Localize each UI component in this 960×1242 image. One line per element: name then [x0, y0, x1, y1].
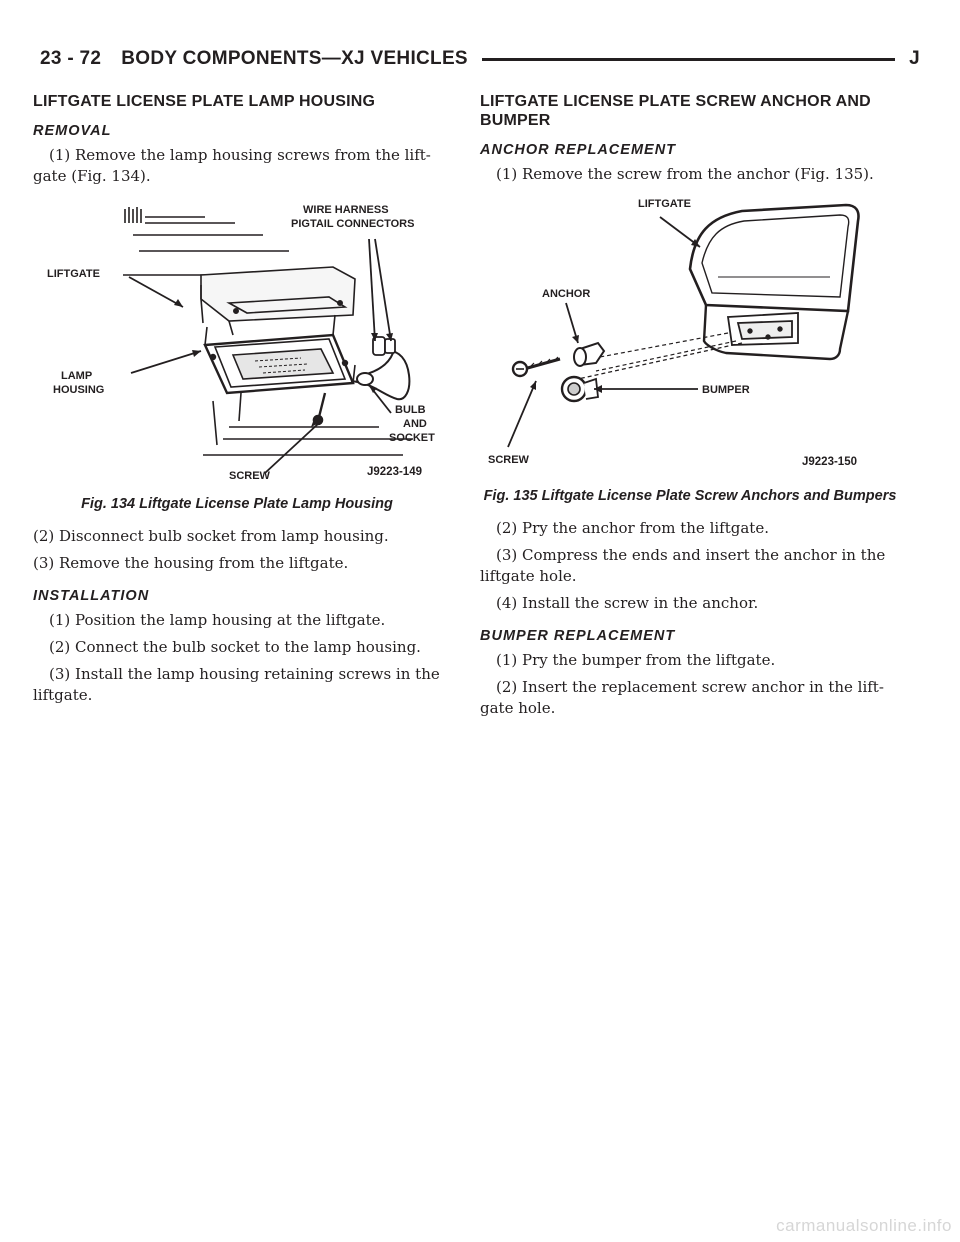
bumper-step-1: (1) Pry the bumper from the liftgate. — [496, 651, 776, 669]
page-number: 23 - 72 — [40, 48, 102, 69]
header-rule — [482, 58, 895, 61]
anchor-step-4: (4) Install the screw in the anchor. — [496, 594, 759, 612]
figure-135-caption: Fig. 135 Liftgate License Plate Screw Anchors and Bumpers — [483, 488, 897, 504]
label-wire-harness: WIRE HARNESS — [303, 204, 389, 216]
label-screw-2: SCREW — [488, 454, 529, 466]
left-column — [33, 92, 441, 712]
screw-anchor-illustration — [480, 193, 900, 477]
label-bulb: BULB — [395, 404, 426, 416]
figure-134-caption: Fig. 134 Liftgate License Plate Lamp Housing — [81, 496, 393, 512]
removal-step-2: (2) Disconnect bulb socket from lamp housing. — [33, 527, 389, 545]
watermark: carmanualsonline.info — [776, 1216, 952, 1235]
figure-id-149: J9223-149 — [367, 466, 422, 478]
section-heading-lamp-housing: LIFTGATE LICENSE PLATE LAMP HOUSING — [33, 93, 376, 110]
page-header — [40, 42, 920, 76]
figure-134 — [33, 195, 441, 485]
label-pigtail-connectors: PIGTAIL CONNECTORS — [291, 218, 415, 230]
edition-marker: J — [909, 48, 920, 69]
label-and: AND — [403, 418, 427, 430]
removal-step-1: (1) Remove the lamp housing screws from the lift-gate (Fig. 134). — [33, 146, 431, 185]
installation-step-1: (1) Position the lamp housing at the liftgate. — [49, 611, 386, 629]
subheading-bumper-replacement: BUMPER REPLACEMENT — [480, 628, 676, 644]
subheading-installation: INSTALLATION — [33, 588, 150, 604]
right-column — [480, 92, 900, 725]
figure-id-150: J9223-150 — [802, 456, 857, 468]
label-housing: HOUSING — [53, 384, 105, 396]
installation-step-2: (2) Connect the bulb socket to the lamp housing. — [49, 638, 421, 656]
anchor-step-2: (2) Pry the anchor from the liftgate. — [496, 519, 769, 537]
installation-step-3: (3) Install the lamp housing retaining screws in the liftgate. — [33, 665, 440, 704]
figure-135 — [480, 193, 900, 477]
anchor-step-3: (3) Compress the ends and insert the anchor in the liftgate hole. — [480, 546, 886, 585]
chapter-title: BODY COMPONENTS—XJ VEHICLES — [121, 48, 468, 69]
removal-step-3: (3) Remove the housing from the liftgate. — [33, 554, 349, 572]
subheading-anchor-replacement: ANCHOR REPLACEMENT — [480, 142, 677, 158]
label-bumper: BUMPER — [702, 384, 750, 396]
section-heading-screw-anchor: LIFTGATE LICENSE PLATE SCREW ANCHOR AND BUMPER — [480, 93, 871, 129]
label-screw: SCREW — [229, 470, 270, 482]
anchor-step-1: (1) Remove the screw from the anchor (Fig. 135). — [496, 165, 874, 183]
bumper-step-2: (2) Insert the replacement screw anchor in the lift-gate hole. — [480, 678, 884, 717]
label-anchor: ANCHOR — [542, 288, 591, 300]
label-liftgate: LIFTGATE — [47, 268, 100, 280]
lamp-housing-illustration — [33, 195, 441, 485]
label-lamp: LAMP — [61, 370, 93, 382]
label-liftgate-2: LIFTGATE — [638, 198, 691, 210]
subheading-removal: REMOVAL — [33, 123, 112, 139]
label-socket: SOCKET — [389, 432, 435, 444]
